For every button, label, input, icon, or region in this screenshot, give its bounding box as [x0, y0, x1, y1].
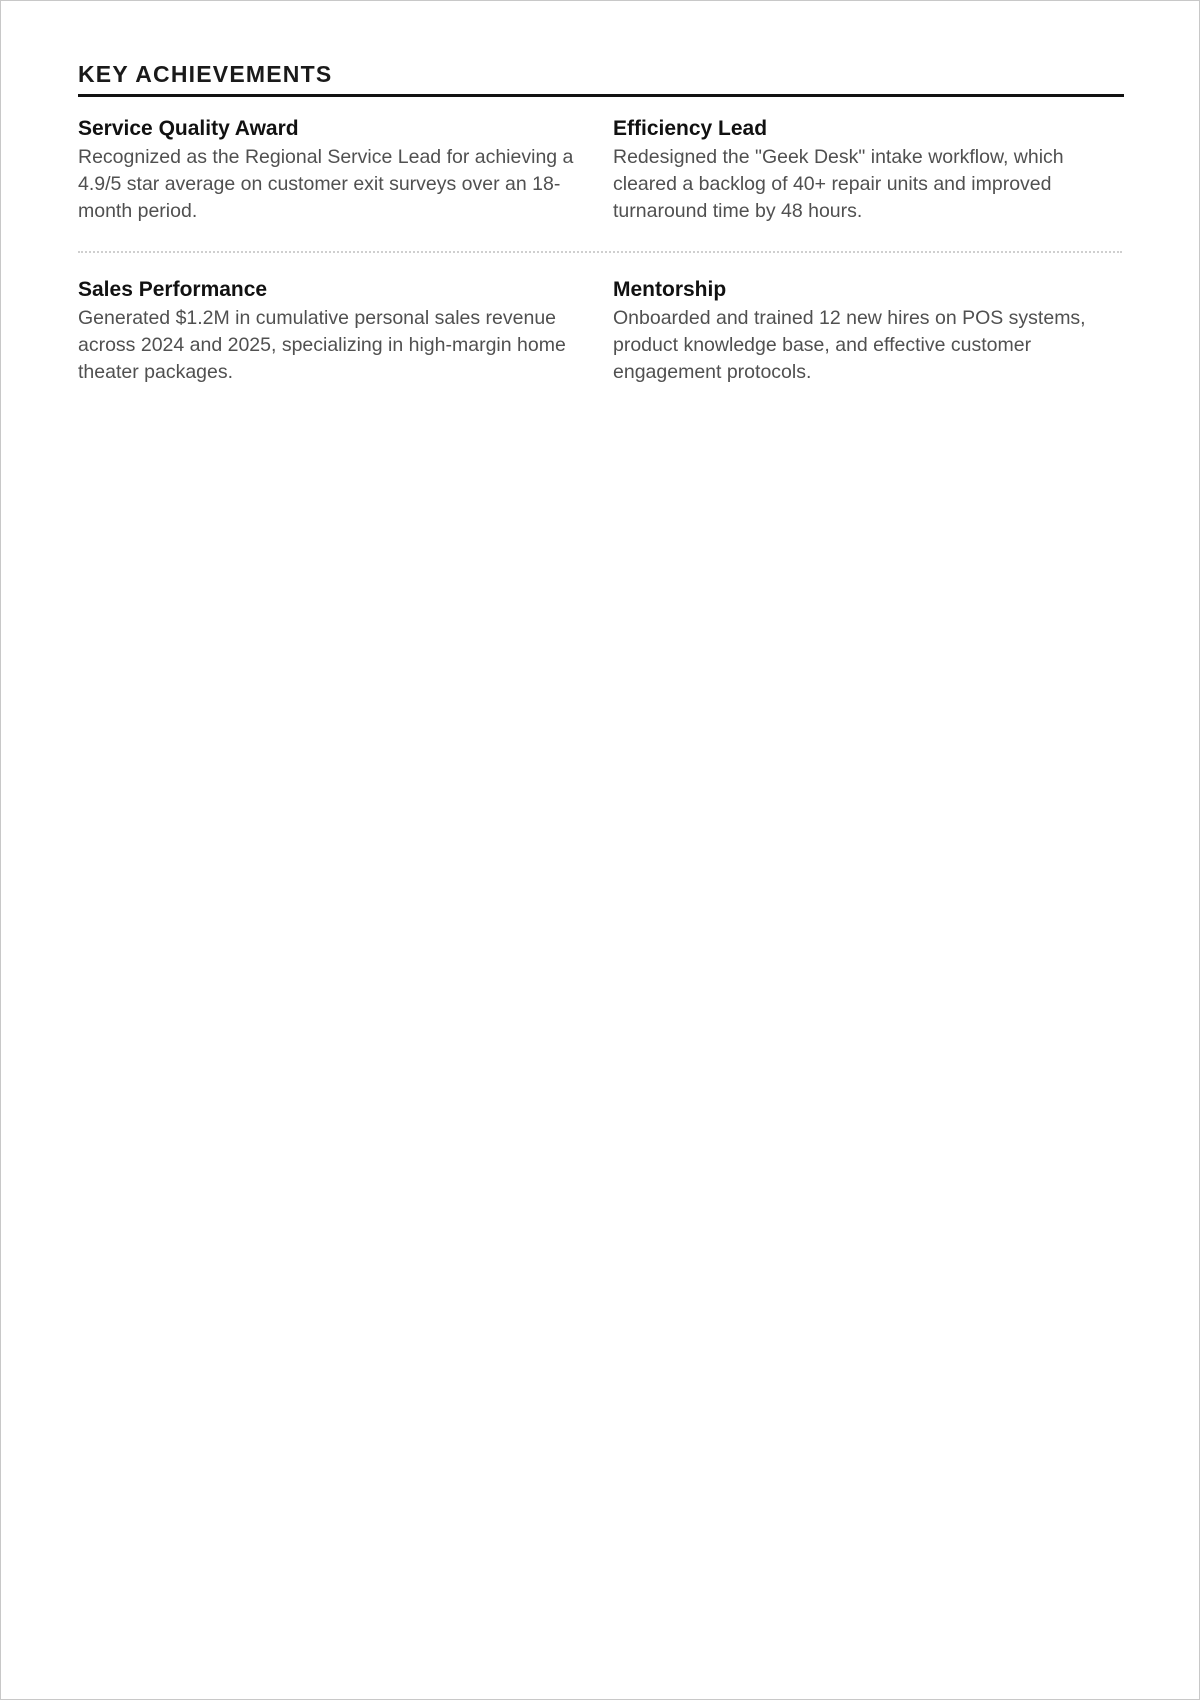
- achievements-grid: [78, 117, 1124, 386]
- achievement-title: Mentorship: [613, 278, 727, 301]
- achievement-title: Sales Performance: [78, 278, 268, 301]
- row-divider: [78, 251, 1122, 253]
- achievement-description: Recognized as the Regional Service Lead for achieving a 4.9/5 star average on customer exit surveys over an 18-month period.: [78, 146, 574, 222]
- achievement-item: [613, 117, 1122, 225]
- achievement-title: Efficiency Lead: [613, 117, 768, 140]
- achievement-item: [78, 278, 587, 386]
- achievement-item: [613, 278, 1122, 386]
- achievement-description: Redesigned the "Geek Desk" intake workflow, which cleared a backlog of 40+ repair units and improved turnaround time by 48 hours.: [613, 146, 1064, 222]
- achievement-title: Service Quality Award: [78, 117, 299, 140]
- achievement-item: [78, 117, 587, 225]
- achievement-description: Generated $1.2M in cumulative personal sales revenue across 2024 and 2025, specializing in high-margin home theater packages.: [78, 307, 566, 383]
- section-title: KEY ACHIEVEMENTS: [78, 59, 1124, 97]
- key-achievements-section: [78, 59, 1124, 386]
- achievement-description: Onboarded and trained 12 new hires on POS systems, product knowledge base, and effective customer engagement protocols.: [613, 307, 1086, 383]
